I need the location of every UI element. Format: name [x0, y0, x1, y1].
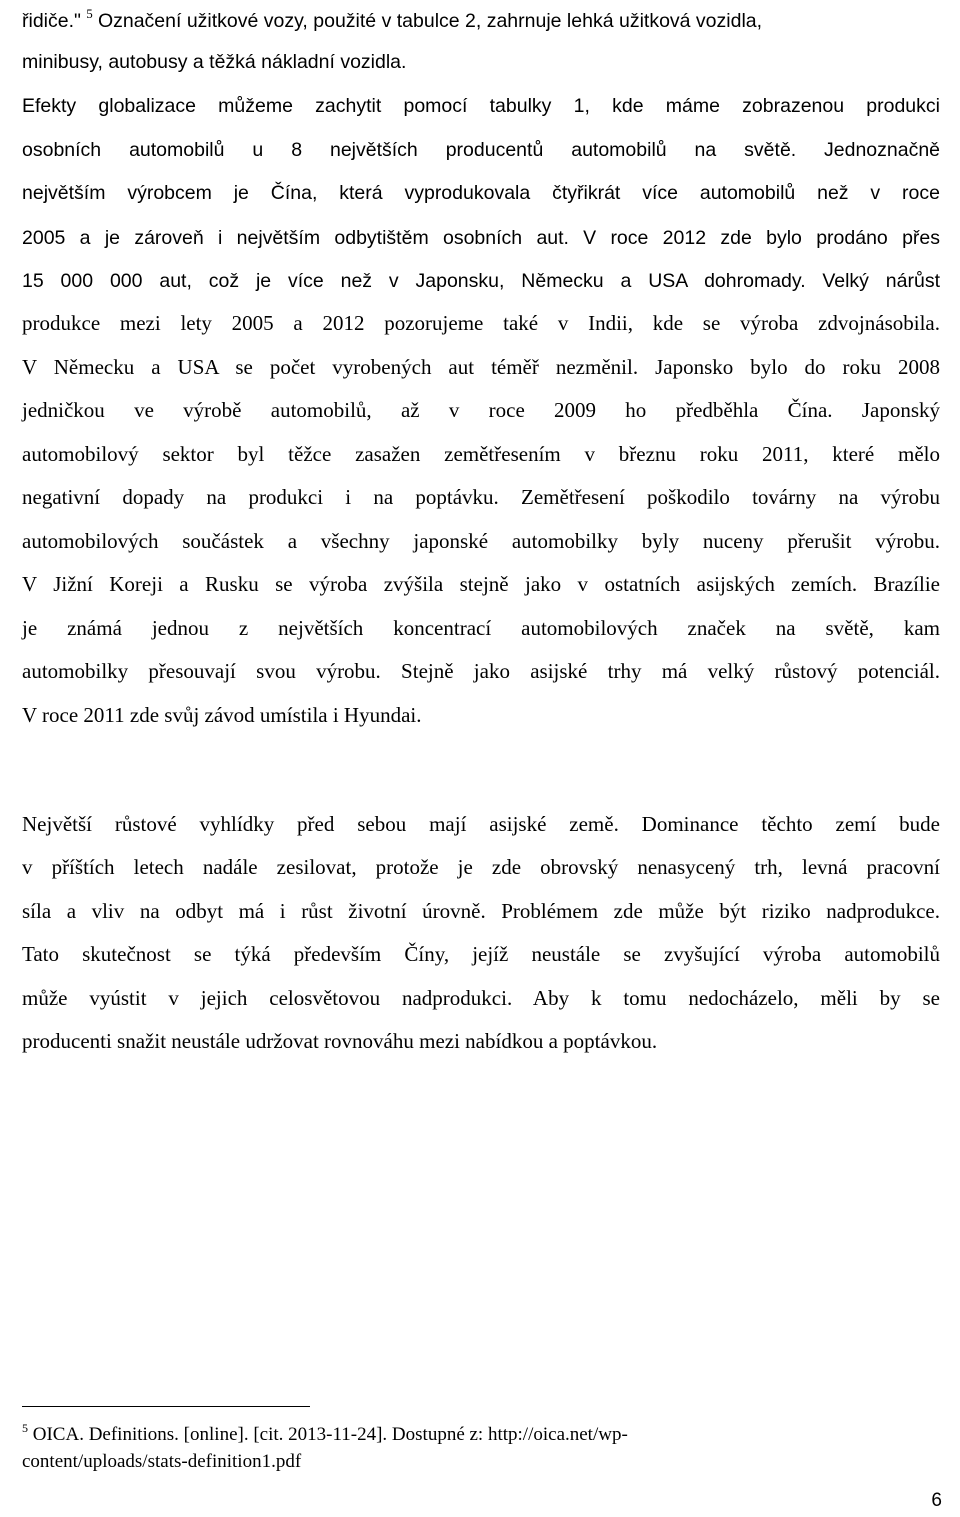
fragment-text: Označení užitkové vozy, použité v tabulce 2, zahrnuje lehká užitková vozidla,: [97, 10, 763, 32]
fragment-line-1: [22, 7, 762, 34]
paragraph-1-line: automobilky přesouvají svou výrobu. Stejně jako asijské trhy má velký růstový potenciál.: [22, 659, 940, 683]
paragraph-1-line: negativní dopady na produkci i na poptávku. Zemětřesení poškodilo továrny na výrobu: [22, 485, 940, 509]
paragraph-1-line: Efekty globalizace můžeme zachytit pomocí tabulky 1, kde máme zobrazenou produkci: [22, 95, 940, 117]
paragraph-1-line: [22, 267, 940, 294]
fragment-line-2: minibusy, autobusy a těžká nákladní vozidla.: [22, 51, 407, 73]
paragraph-2-line: Největší růstové vyhlídky před sebou mají asijské země. Dominance těchto zemí bude: [22, 812, 940, 836]
paragraph-1-line: V Jižní Koreji a Rusku se výroba zvýšila stejně jako v ostatních asijských zemích. Brazílie: [22, 572, 940, 596]
paragraph-1-line: největším výrobcem je Čína, která vyprodukovala čtyřikrát více automobilů než v roce: [22, 182, 940, 204]
page-number: 6: [931, 1490, 942, 1511]
footnote-text: OICA. Definitions. [online]. [cit. 2013-11-24]. Dostupné z: http://oica.net/wp-: [32, 1424, 628, 1445]
footnote-separator: [22, 1406, 310, 1407]
footnote-line-2: content/uploads/stats-definition1.pdf: [22, 1451, 302, 1472]
paragraph-2-line: síla a vliv na odbyt má i růst životní úrovně. Problémem zde může být riziko nadprodukce.: [22, 899, 940, 923]
footnote-number: 5: [22, 1421, 28, 1435]
paragraph-1-line: jedničkou ve výrobě automobilů, až v roce 2009 ho předběhla Čína. Japonský: [22, 398, 940, 422]
text-run: V roce 2012 zde bylo prodáno přes: [583, 227, 940, 249]
text-run: 2005 a je zároveň i největším odbytištěm osobních aut.: [22, 227, 569, 249]
paragraph-1-line: je známá jednou z největších koncentrací automobilových značek na světě, kam: [22, 616, 940, 640]
text-run: 15 000 000 aut, což je více než v Japonsku, Německu a USA dohromady.: [22, 270, 806, 292]
text-run: Velký nárůst: [822, 270, 940, 292]
paragraph-2-line: Tato skutečnost se týká především Číny, jejíž neustále se zvyšující výroba automobilů: [22, 942, 940, 966]
paragraph-1-line: [22, 224, 940, 251]
paragraph-1-line: produkce mezi lety 2005 a 2012 pozorujeme také v Indii, kde se výroba zdvojnásobila.: [22, 311, 940, 335]
text-run: Jednoznačně: [824, 139, 941, 161]
paragraph-2-line: může vyústit v jejich celosvětovou nadprodukci. Aby k tomu nedocházelo, měli by se: [22, 986, 940, 1010]
footnote-line-1: [22, 1423, 628, 1447]
text-run: Japonsko bylo do roku 2008: [655, 355, 941, 379]
paragraph-1-line: [22, 136, 940, 163]
paragraph-1-line: automobilových součástek a všechny japonské automobilky byly nuceny přerušit výrobu.: [22, 529, 940, 553]
paragraph-2-line: producenti snažit neustále udržovat rovnováhu mezi nabídkou a poptávkou.: [22, 1029, 658, 1053]
paragraph-2-line: v příštích letech nadále zesilovat, protože je zde obrovský nenasycený trh, levná pracovní: [22, 855, 940, 879]
paragraph-1-line: automobilový sektor byl těžce zasažen zemětřesením v březnu roku 2011, které mělo: [22, 442, 940, 466]
footnote-reference: 5: [86, 6, 93, 21]
paragraph-1-line: V roce 2011 zde svůj závod umístila i Hyundai.: [22, 703, 422, 727]
paragraph-1-line: [22, 354, 940, 380]
text-run: osobních automobilů u 8 největších producentů automobilů na světě.: [22, 139, 797, 161]
fragment-lead: řidiče.": [22, 10, 81, 32]
text-run: V Německu a USA se počet vyrobených aut téměř nezměnil.: [22, 355, 639, 379]
